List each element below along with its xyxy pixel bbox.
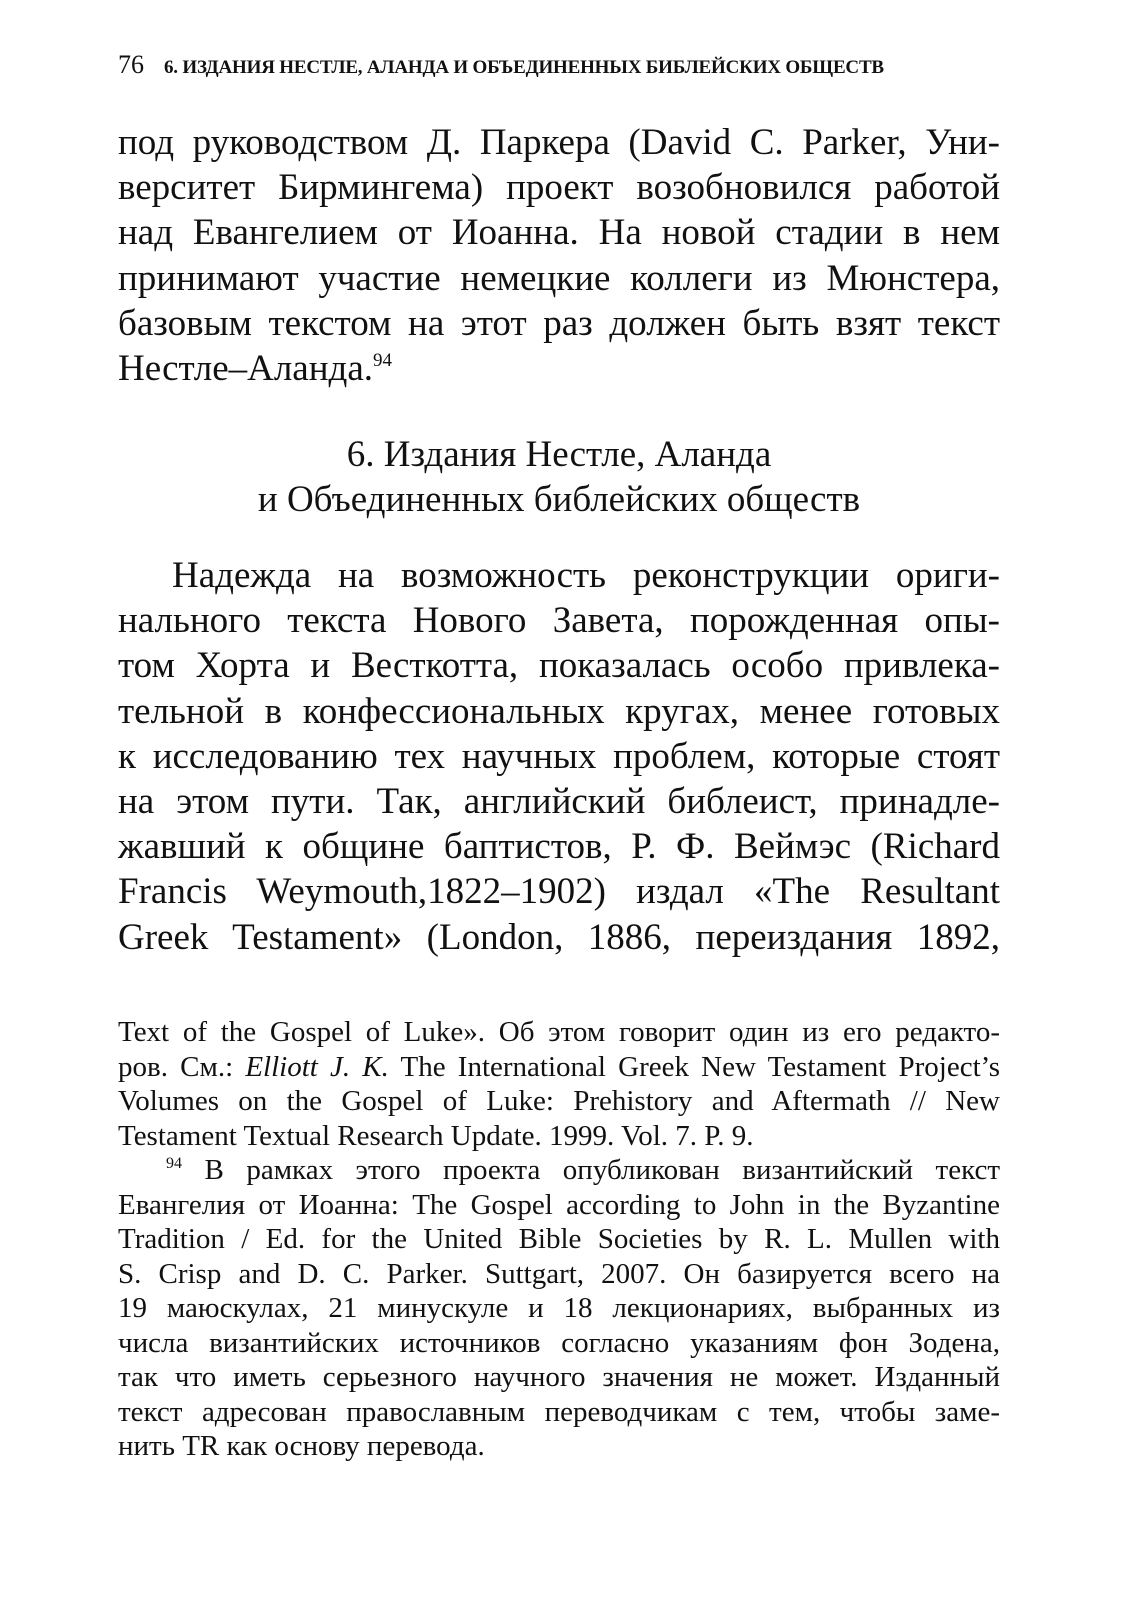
text-line-content: Нестле–Аланда. xyxy=(118,347,374,389)
footnote-line: Testament Textual Research Update. 1999. Vol. 7. P. 9. xyxy=(118,1119,754,1152)
footnote-line: нить TR как основу перевода. xyxy=(118,1430,485,1462)
paragraph-main xyxy=(118,553,1000,960)
text-line: под руководством Д. Паркера (David C. Parker, Уни- xyxy=(118,122,1000,163)
footnote-line xyxy=(118,1050,1000,1085)
text-line: том Хорта и Весткотта, показалась особо привлека- xyxy=(118,645,1000,687)
text-line: Надежда на возможность реконструкции ориги- xyxy=(172,555,1000,596)
footnote-line: Tradition / Ed. for the United Bible Societies by R. L. Mullen with xyxy=(118,1223,1000,1255)
footnote-text: The International Greek New Testament Project’s xyxy=(388,1050,1001,1083)
running-head xyxy=(118,50,998,80)
footnote-line: Volumes on the Gospel of Luke: Prehistory and Aftermath // New xyxy=(118,1085,1000,1117)
text-line: к исследованию тех научных проблем, которые стоят xyxy=(118,735,1000,777)
footnote-line: 19 маюскулах, 21 минускуле и 18 лекционариях, выбранных из xyxy=(118,1292,1000,1324)
footnote-line: так что иметь серьезного научного значения не может. Изданный xyxy=(118,1361,1000,1393)
footnotes xyxy=(118,1015,1000,1464)
footnote-line: числа византийских источников согласно указаниям фон Зодена, xyxy=(118,1326,1000,1359)
footnote-line: текст адресован православным переводчикам с тем, чтобы заме- xyxy=(118,1395,1000,1428)
footnote-94 xyxy=(118,1153,1000,1188)
text-line: принимают участие немецкие коллеги из Мюнстера, xyxy=(118,257,1000,299)
paragraph-continued xyxy=(118,120,1000,391)
footnote-text: ров. См.: xyxy=(118,1050,246,1083)
footnote-number-94: 94 xyxy=(166,1155,182,1172)
text-line: нального текста Нового Завета, порожденная опы- xyxy=(118,600,1000,642)
text-line: базовым текстом на этот раз должен быть взят текст xyxy=(118,302,1000,344)
text-line: тельной в конфессиональных кругах, менее готовых xyxy=(118,690,1000,732)
section-heading xyxy=(118,432,1000,522)
footnote-line: Евангелия от Иоанна: The Gospel according to John in the Byzantine xyxy=(118,1188,1000,1221)
footnote-author: Elliott J. K. xyxy=(245,1050,389,1083)
page-number: 76 xyxy=(118,50,144,79)
text-line: верситет Бирмингема) проект возобновился работой xyxy=(118,167,1000,209)
footnote-line: Text of the Gospel of Luke». Об этом говорит один из его редакто- xyxy=(118,1016,1000,1048)
text-line: Greek Testament» (London, 1886, переиздания 1892, xyxy=(118,916,1000,958)
text-line xyxy=(118,346,1000,391)
text-line: жавший к общине баптистов, Р. Ф. Веймэс (Richard xyxy=(118,826,1000,868)
text-line: над Евангелием от Иоанна. На новой стадии в нем xyxy=(118,212,1000,254)
section-heading-line2: и Объединенных библейских обществ xyxy=(257,479,861,520)
text-line: Francis Weymouth,1822–1902) издал «The Resultant xyxy=(118,871,1000,913)
footnote-text: В рамках этого проекта опубликован византийский текст xyxy=(182,1154,1000,1186)
section-heading-line1: 6. Издания Нестле, Аланда xyxy=(346,434,772,475)
running-head-title: 6. ИЗДАНИЯ НЕСТЛЕ, АЛАНДА И ОБЪЕДИНЕННЫХ БИБЛЕЙСКИХ ОБЩЕСТВ xyxy=(164,57,884,78)
footnote-ref-94[interactable]: 94 xyxy=(373,349,393,371)
footnote-line: S. Crisp and D. C. Parker. Suttgart, 2007. Он базируется всего на xyxy=(118,1257,1000,1290)
text-line: на этом пути. Так, английский библеист, принадле- xyxy=(118,780,1000,822)
